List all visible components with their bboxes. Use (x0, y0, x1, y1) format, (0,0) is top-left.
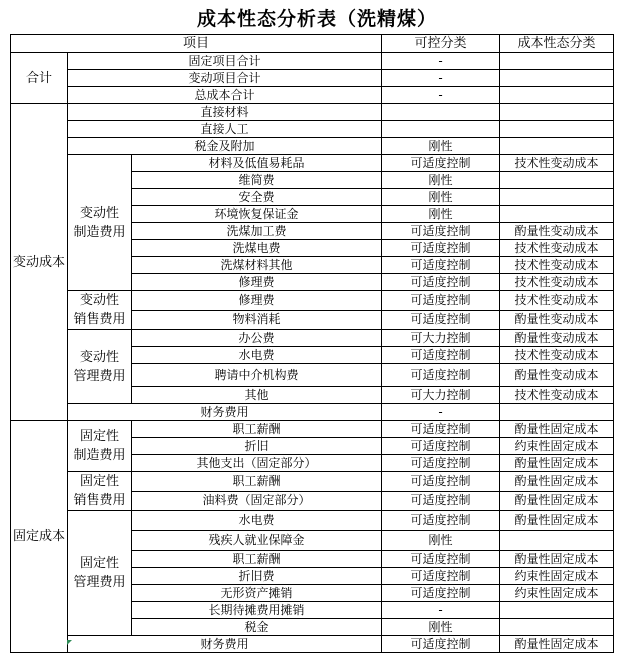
item-name: 维简费 (132, 172, 382, 189)
table-row (11, 53, 614, 70)
controllable-cell: 刚性 (382, 206, 500, 223)
behavior-cell: 技术性变动成本 (500, 291, 614, 311)
behavior-cell: 约束性固定成本 (500, 585, 614, 602)
item-name: 财务费用 (68, 636, 382, 653)
item-name: 税金及附加 (68, 138, 382, 155)
item-name: 其他 (132, 387, 382, 404)
item-name: 洗煤加工费 (132, 223, 382, 240)
behavior-cell: 约束性固定成本 (500, 568, 614, 585)
behavior-cell (500, 53, 614, 70)
item-name: 总成本合计 (68, 87, 382, 104)
item-name: 安全费 (132, 189, 382, 206)
table-row (11, 636, 614, 653)
behavior-cell: 酌量性固定成本 (500, 491, 614, 511)
item-name: 水电费 (132, 511, 382, 531)
controllable-cell: - (382, 53, 500, 70)
item-name: 折旧 (132, 438, 382, 455)
subgroup-variable-admin: 变动性 管理费用 (68, 330, 132, 404)
controllable-cell: 可大力控制 (382, 330, 500, 347)
group-total: 合计 (11, 53, 68, 104)
table-row (11, 155, 614, 172)
table-row (11, 87, 614, 104)
behavior-cell: 酌量性固定成本 (500, 551, 614, 568)
controllable-cell: - (382, 602, 500, 619)
controllable-cell: 可适度控制 (382, 347, 500, 364)
group-fixed-cost: 固定成本 (11, 421, 68, 653)
controllable-cell: 可适度控制 (382, 310, 500, 330)
controllable-cell (382, 104, 500, 121)
table-row (11, 35, 614, 53)
controllable-cell (382, 121, 500, 138)
item-name: 固定项目合计 (68, 53, 382, 70)
controllable-cell: - (382, 70, 500, 87)
behavior-cell: 约束性固定成本 (500, 438, 614, 455)
page-title: 成本性态分析表（洗精煤） (196, 8, 437, 30)
item-name: 物料消耗 (132, 310, 382, 330)
controllable-cell: - (382, 404, 500, 421)
subgroup-fixed-manufacturing: 固定性 制造费用 (68, 421, 132, 472)
controllable-cell: 可适度控制 (382, 585, 500, 602)
controllable-cell: - (382, 87, 500, 104)
behavior-cell: 技术性变动成本 (500, 387, 614, 404)
controllable-cell: 可适度控制 (382, 257, 500, 274)
item-name: 职工薪酬 (132, 472, 382, 492)
controllable-cell: 可适度控制 (382, 511, 500, 531)
cost-behavior-table (10, 34, 614, 653)
behavior-cell: 酌量性变动成本 (500, 310, 614, 330)
item-name: 材料及低值易耗品 (132, 155, 382, 172)
controllable-cell: 刚性 (382, 189, 500, 206)
item-name: 修理费 (132, 274, 382, 291)
behavior-cell: 酌量性固定成本 (500, 421, 614, 438)
item-name: 油料费（固定部分） (132, 491, 382, 511)
behavior-cell (500, 602, 614, 619)
subgroup-fixed-sales: 固定性 销售费用 (68, 472, 132, 511)
controllable-cell: 可适度控制 (382, 568, 500, 585)
behavior-cell (500, 138, 614, 155)
behavior-cell (500, 531, 614, 551)
table-row (11, 70, 614, 87)
item-name: 聘请中介机构费 (132, 364, 382, 387)
item-name: 职工薪酬 (132, 551, 382, 568)
controllable-cell: 可适度控制 (382, 274, 500, 291)
table-row (11, 291, 614, 311)
controllable-cell: 可适度控制 (382, 155, 500, 172)
table-row (11, 472, 614, 492)
controllable-cell: 刚性 (382, 619, 500, 636)
behavior-cell (500, 206, 614, 223)
item-name: 无形资产摊销 (132, 585, 382, 602)
item-name: 直接材料 (68, 104, 382, 121)
behavior-cell (500, 70, 614, 87)
behavior-cell: 技术性变动成本 (500, 274, 614, 291)
controllable-cell: 可适度控制 (382, 551, 500, 568)
behavior-cell: 酌量性变动成本 (500, 364, 614, 387)
cell-corner-marker (67, 640, 72, 645)
table-row (11, 511, 614, 531)
behavior-cell: 酌量性固定成本 (500, 472, 614, 492)
item-name: 水电费 (132, 347, 382, 364)
behavior-cell: 技术性变动成本 (500, 240, 614, 257)
subgroup-fixed-admin: 固定性 管理费用 (68, 511, 132, 636)
table-row (11, 104, 614, 121)
group-variable-cost: 变动成本 (11, 104, 68, 421)
item-name: 直接人工 (68, 121, 382, 138)
item-name: 税金 (132, 619, 382, 636)
item-name: 财务费用 (68, 404, 382, 421)
header-controllable: 可控分类 (382, 35, 500, 53)
behavior-cell (500, 619, 614, 636)
behavior-cell (500, 172, 614, 189)
item-name: 洗煤电费 (132, 240, 382, 257)
behavior-cell (500, 404, 614, 421)
item-name: 修理费 (132, 291, 382, 311)
header-behavior: 成本性态分类 (500, 35, 614, 53)
controllable-cell: 可适度控制 (382, 438, 500, 455)
item-name: 洗煤材料其他 (132, 257, 382, 274)
item-name: 残疾人就业保障金 (132, 531, 382, 551)
table-row (11, 404, 614, 421)
table-row (11, 330, 614, 347)
behavior-cell (500, 104, 614, 121)
controllable-cell: 可适度控制 (382, 636, 500, 653)
item-name: 职工薪酬 (132, 421, 382, 438)
controllable-cell: 可适度控制 (382, 223, 500, 240)
behavior-cell: 技术性变动成本 (500, 257, 614, 274)
behavior-cell (500, 121, 614, 138)
controllable-cell: 可适度控制 (382, 455, 500, 472)
behavior-cell (500, 87, 614, 104)
controllable-cell: 可大力控制 (382, 387, 500, 404)
behavior-cell: 酌量性固定成本 (500, 455, 614, 472)
subgroup-variable-sales: 变动性 销售费用 (68, 291, 132, 330)
item-name: 环境恢复保证金 (132, 206, 382, 223)
controllable-cell: 可适度控制 (382, 491, 500, 511)
behavior-cell (500, 189, 614, 206)
behavior-cell: 酌量性固定成本 (500, 511, 614, 531)
controllable-cell: 可适度控制 (382, 364, 500, 387)
table-row (11, 421, 614, 438)
behavior-cell: 技术性变动成本 (500, 155, 614, 172)
behavior-cell: 酌量性变动成本 (500, 330, 614, 347)
item-name: 长期待摊费用摊销 (132, 602, 382, 619)
subgroup-variable-manufacturing: 变动性 制造费用 (68, 155, 132, 291)
table-row (11, 121, 614, 138)
behavior-cell: 酌量性变动成本 (500, 223, 614, 240)
controllable-cell: 可适度控制 (382, 291, 500, 311)
item-name: 折旧费 (132, 568, 382, 585)
controllable-cell: 刚性 (382, 138, 500, 155)
header-item: 项目 (11, 35, 382, 53)
controllable-cell: 可适度控制 (382, 472, 500, 492)
item-name: 变动项目合计 (68, 70, 382, 87)
controllable-cell: 刚性 (382, 172, 500, 189)
controllable-cell: 可适度控制 (382, 240, 500, 257)
behavior-cell: 技术性变动成本 (500, 347, 614, 364)
item-name: 办公费 (132, 330, 382, 347)
item-name: 其他支出（固定部分） (132, 455, 382, 472)
controllable-cell: 可适度控制 (382, 421, 500, 438)
behavior-cell: 酌量性固定成本 (500, 636, 614, 653)
controllable-cell: 刚性 (382, 531, 500, 551)
table-row (11, 138, 614, 155)
